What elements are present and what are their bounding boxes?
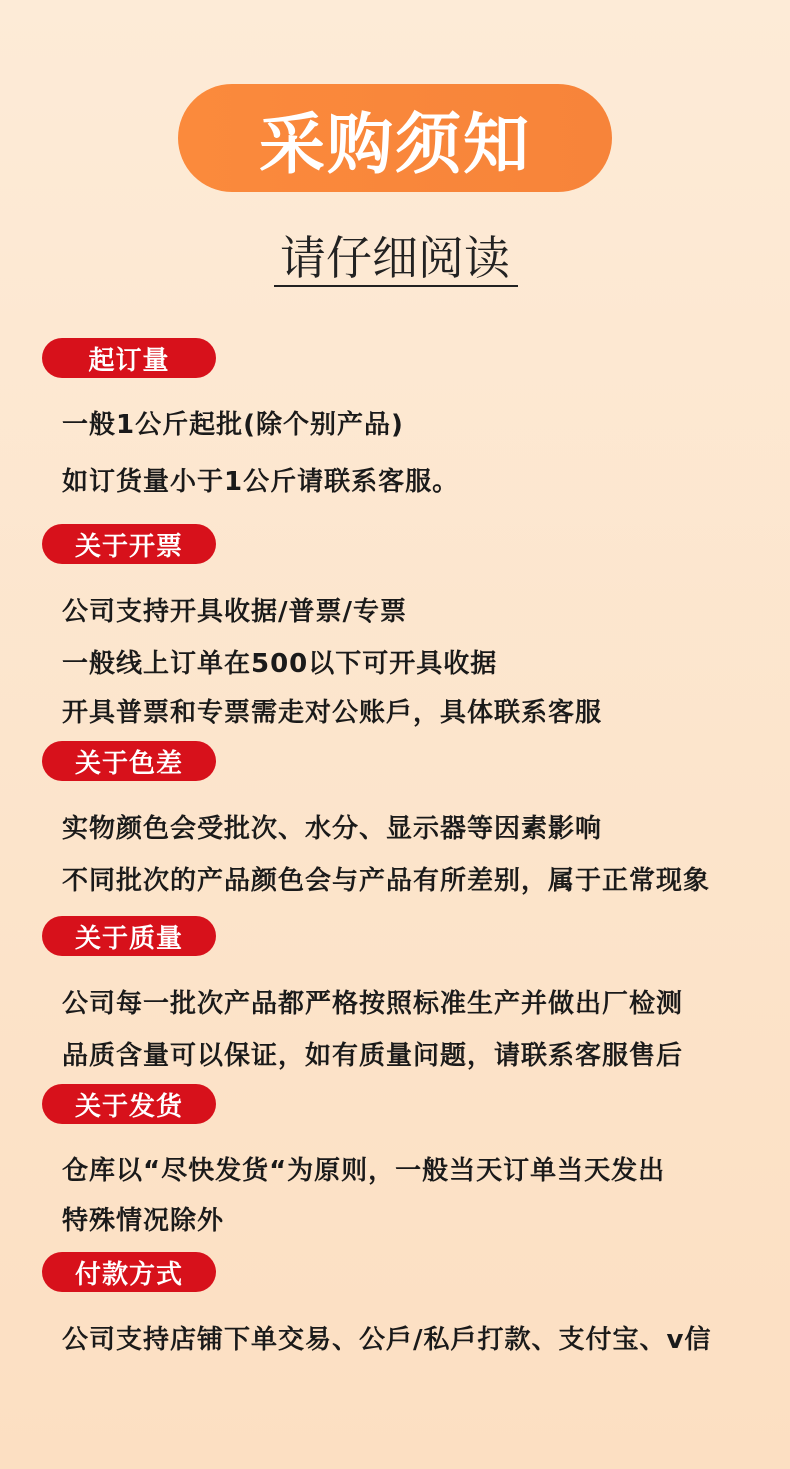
section-line: 品质含量可以保证，如有质量问题，请联系客服售后 [62, 1041, 684, 1071]
section-label: 关于质量 [74, 923, 183, 954]
section-badge-shipping [42, 1084, 216, 1124]
section-label: 关于开票 [74, 531, 183, 562]
section-line: 公司支持店铺下单交易、公戶/私戶打款、支付宝、v信 [62, 1325, 712, 1355]
section-label: 关于色差 [74, 748, 183, 779]
section-badge-color-difference [42, 741, 216, 781]
section-label: 起订量 [88, 345, 170, 376]
section-badge-payment [42, 1252, 216, 1292]
section-line: 如订货量小于1公斤请联系客服。 [62, 467, 460, 497]
section-badge-minimum-order [42, 338, 216, 378]
section-label: 关于发货 [74, 1091, 183, 1122]
section-line: 一般线上订单在500以下可开具收据 [62, 649, 498, 679]
page-title: 采购须知 [259, 105, 531, 183]
subtitle-underline [274, 285, 518, 287]
title-banner [178, 84, 612, 192]
section-line: 公司每一批次产品都严格按照标准生产并做出厂检测 [62, 989, 684, 1019]
section-line: 一般1公斤起批(除个别产品) [62, 410, 404, 440]
section-badge-invoice [42, 524, 216, 564]
section-label: 付款方式 [74, 1259, 183, 1290]
section-line: 开具普票和专票需走对公账戶，具体联系客服 [62, 698, 603, 728]
section-line: 不同批次的产品颜色会与产品有所差别，属于正常现象 [62, 866, 711, 896]
page-subtitle: 请仔细阅读 [280, 231, 510, 285]
section-line: 仓库以“尽快发货“为原则，一般当天订单当天发出 [62, 1156, 666, 1186]
section-line: 实物颜色会受批次、水分、显示器等因素影响 [62, 814, 603, 844]
section-badge-quality [42, 916, 216, 956]
section-line: 特殊情况除外 [62, 1206, 225, 1236]
section-line: 公司支持开具收据/普票/专票 [62, 597, 407, 627]
